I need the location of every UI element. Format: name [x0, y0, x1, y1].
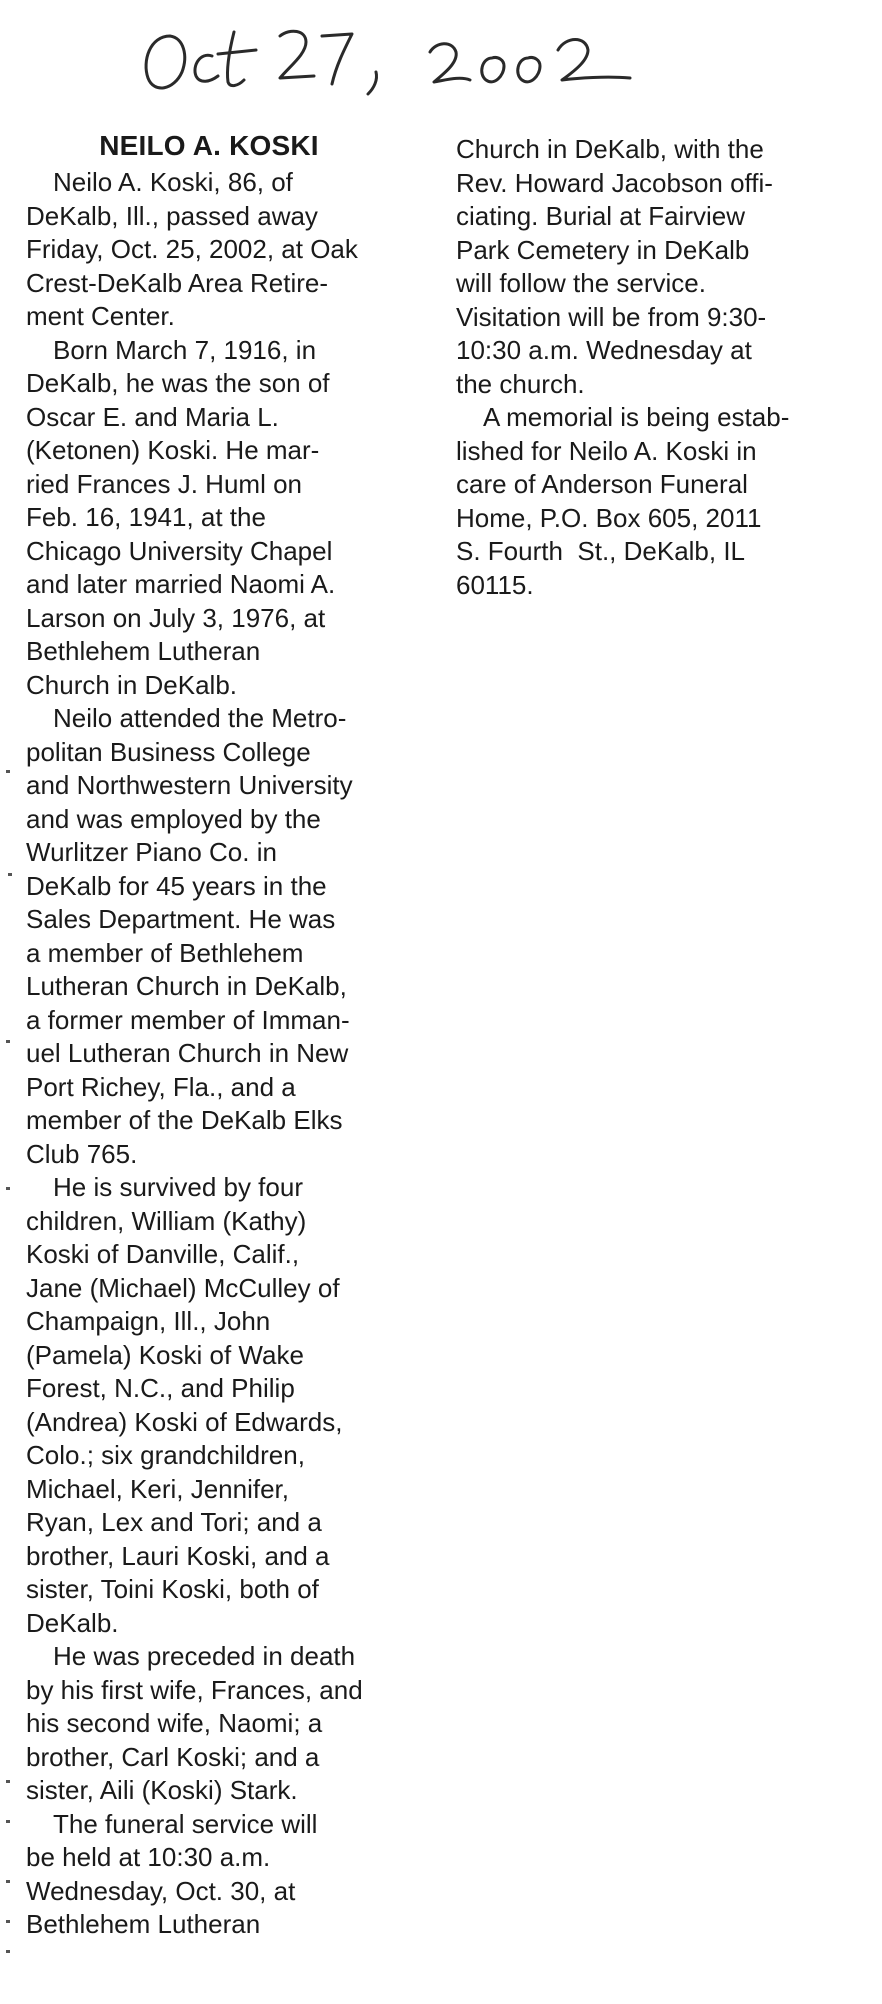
- text-line: a former member of Imman-: [26, 1004, 350, 1035]
- text-line: be held at 10:30 a.m.: [26, 1842, 271, 1872]
- text-line: (Ketonen) Koski. He mar-: [26, 435, 320, 465]
- text-line: care of Anderson Funeral: [456, 469, 748, 499]
- text-line: He was preceded in death: [53, 1641, 356, 1671]
- obituary-headline: NEILO A. KOSKI: [99, 130, 319, 161]
- text-line: ciating. Burial at Fairview: [456, 201, 745, 231]
- scan-speck: [6, 1820, 10, 1823]
- text-line: Club 765.: [26, 1138, 138, 1169]
- text-line: Neilo A. Koski, 86, of: [53, 167, 293, 197]
- text-line: sister, Aili (Koski) Stark.: [26, 1775, 298, 1805]
- scan-speck: [6, 770, 10, 773]
- text-line: Sales Department. He was: [26, 904, 336, 934]
- text-line: Wurlitzer Piano Co. in: [26, 837, 277, 867]
- text-line: Born March 7, 1916, in: [53, 334, 317, 365]
- right-column: [456, 133, 836, 602]
- scan-speck: [8, 873, 12, 876]
- text-line: Koski of Danville, Calif.,: [26, 1239, 300, 1269]
- text-line: A memorial is being estab-: [483, 402, 790, 432]
- text-line: Feb. 16, 1941, at the: [26, 502, 266, 532]
- text-line: 60115.: [456, 569, 534, 600]
- text-line: DeKalb for 45 years in the: [26, 870, 327, 901]
- text-line: brother, Lauri Koski, and a: [26, 1540, 330, 1571]
- text-line: and later married Naomi A.: [26, 569, 336, 599]
- text-line: Michael, Keri, Jennifer,: [26, 1473, 290, 1504]
- text-line: S. Fourth St., DeKalb, IL: [456, 536, 746, 566]
- text-line: Chicago University Chapel: [26, 535, 333, 566]
- text-line: uel Lutheran Church in New: [26, 1038, 349, 1068]
- text-line: Larson on July 3, 1976, at: [26, 602, 326, 633]
- text-line: and was employed by the: [26, 803, 321, 834]
- text-line: Church in DeKalb, with the: [456, 134, 764, 164]
- scan-speck: [6, 1187, 10, 1190]
- text-line: sister, Toini Koski, both of: [26, 1574, 319, 1604]
- text-line: Lutheran Church in DeKalb,: [26, 971, 347, 1001]
- text-line: Champaign, Ill., John: [26, 1306, 271, 1336]
- scan-speck: [6, 1780, 10, 1783]
- text-line: Neilo attended the Metro-: [53, 703, 347, 733]
- text-line: by his first wife, Frances, and: [26, 1674, 363, 1705]
- text-line: Oscar E. and Maria L.: [26, 401, 279, 432]
- text-line: DeKalb, Ill., passed away: [26, 200, 318, 231]
- text-line: DeKalb.: [26, 1607, 119, 1638]
- text-line: Forest, N.C., and Philip: [26, 1373, 295, 1403]
- left-column: [26, 126, 392, 1942]
- text-line: Crest-DeKalb Area Retire-: [26, 267, 328, 298]
- text-line: (Andrea) Koski of Edwards,: [26, 1406, 343, 1437]
- text-line: Bethlehem Lutheran: [26, 1909, 261, 1939]
- text-line: Home, P.O. Box 605, 2011: [456, 502, 762, 533]
- text-line: Wednesday, Oct. 30, at: [26, 1875, 296, 1906]
- text-line: Colo.; six grandchildren,: [26, 1440, 305, 1470]
- text-line: DeKalb, he was the son of: [26, 368, 330, 398]
- text-line: will follow the service.: [456, 268, 706, 298]
- text-line: the church.: [456, 368, 585, 399]
- text-line: and Northwestern University: [26, 770, 353, 800]
- text-line: Jane (Michael) McCulley of: [26, 1272, 340, 1303]
- text-line: Bethlehem Lutheran: [26, 636, 261, 666]
- text-line: Visitation will be from 9:30-: [456, 301, 767, 332]
- text-line: Port Richey, Fla., and a: [26, 1071, 296, 1102]
- scan-speck: [6, 1880, 10, 1883]
- text-line: 10:30 a.m. Wednesday at: [456, 335, 752, 365]
- scan-speck: [6, 1920, 10, 1923]
- scan-speck: [6, 1040, 10, 1043]
- text-line: member of the DeKalb Elks: [26, 1105, 343, 1135]
- text-line: a member of Bethlehem: [26, 937, 304, 968]
- text-line: The funeral service will: [53, 1808, 318, 1839]
- text-line: Church in DeKalb.: [26, 669, 237, 700]
- text-line: his second wife, Naomi; a: [26, 1708, 323, 1738]
- handwritten-date: [130, 6, 650, 106]
- text-line: Rev. Howard Jacobson offi-: [456, 167, 773, 198]
- text-line: children, William (Kathy): [26, 1205, 307, 1236]
- scan-speck: [6, 1950, 10, 1953]
- text-line: He is survived by four: [53, 1172, 303, 1202]
- text-line: ment Center.: [26, 301, 175, 331]
- text-line: lished for Neilo A. Koski in: [456, 435, 757, 466]
- text-line: ried Frances J. Huml on: [26, 468, 302, 499]
- text-line: brother, Carl Koski; and a: [26, 1741, 320, 1772]
- text-line: Friday, Oct. 25, 2002, at Oak: [26, 234, 358, 264]
- text-line: politan Business College: [26, 736, 311, 767]
- text-line: Ryan, Lex and Tori; and a: [26, 1507, 322, 1537]
- handwritten-date-ink: [130, 6, 650, 106]
- text-line: (Pamela) Koski of Wake: [26, 1339, 304, 1370]
- text-line: Park Cemetery in DeKalb: [456, 234, 750, 265]
